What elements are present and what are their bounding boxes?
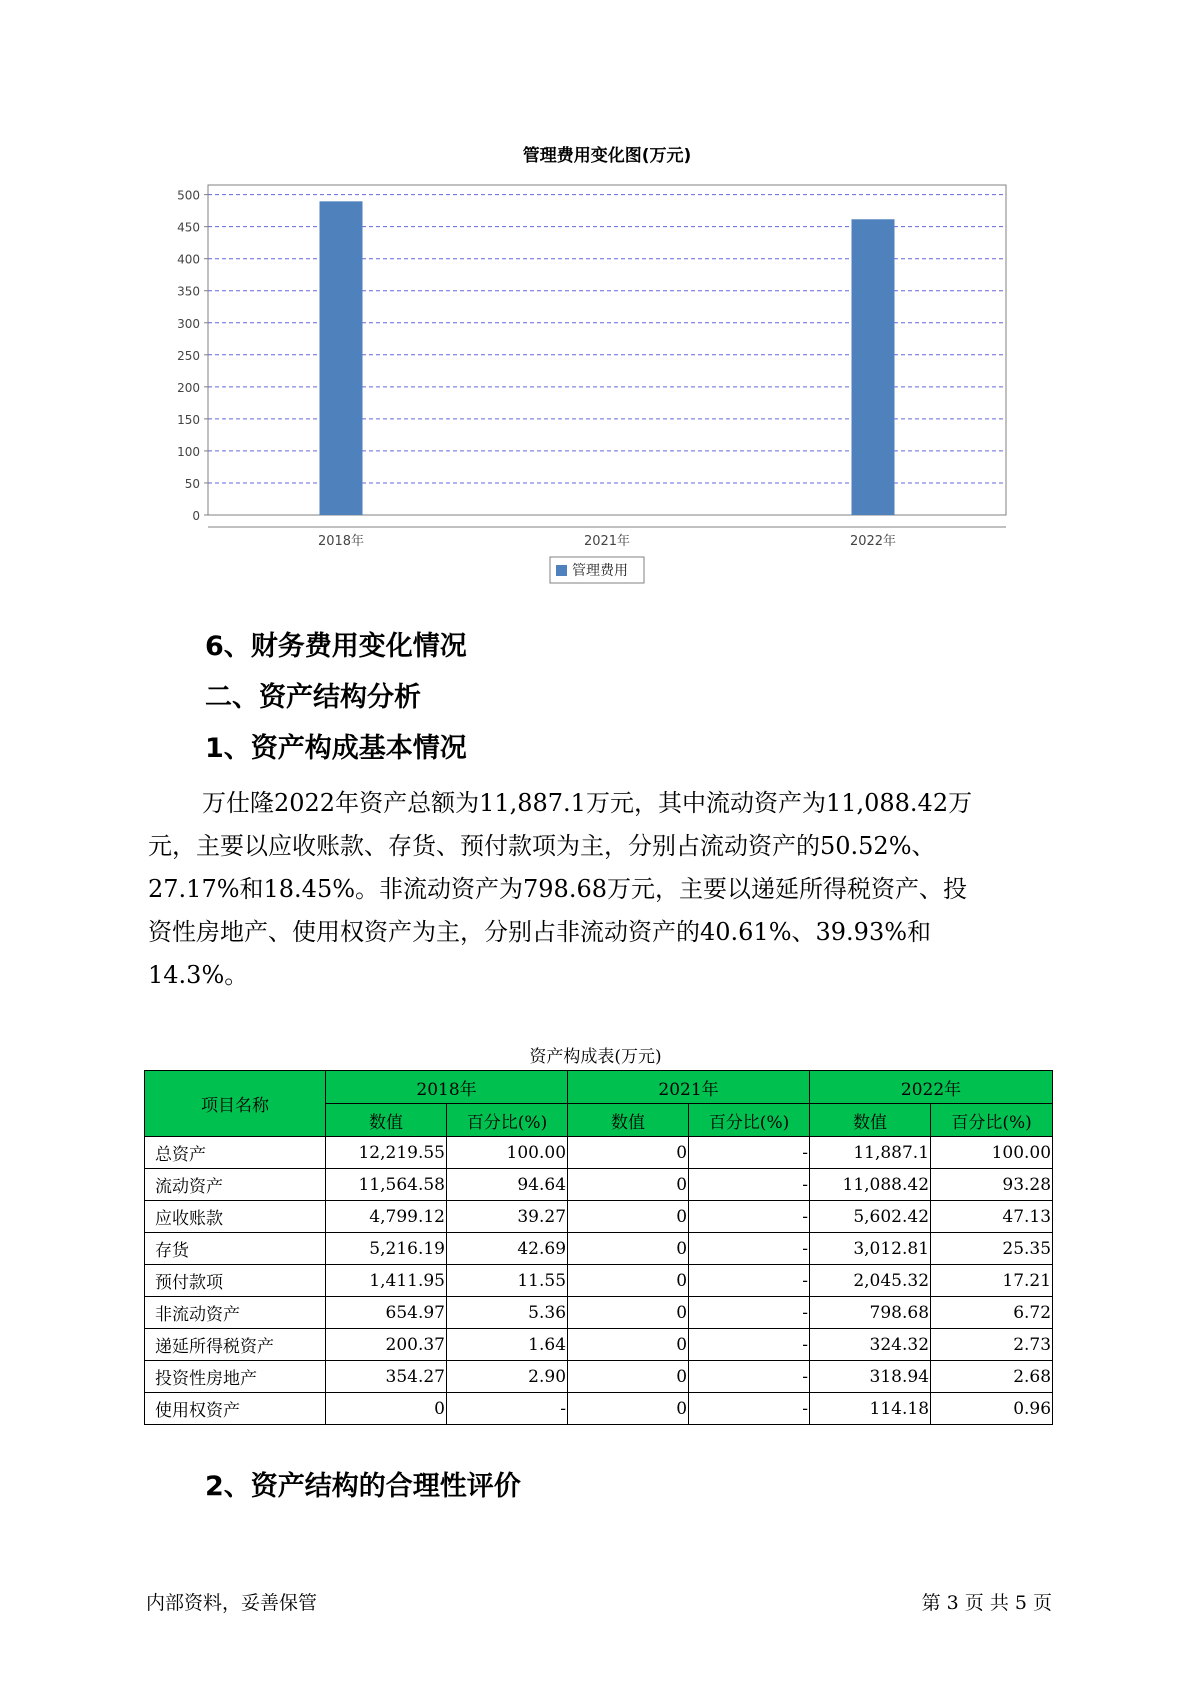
bar <box>320 201 363 515</box>
table-cell: 94.64 <box>447 1169 568 1201</box>
table-cell: 354.27 <box>326 1361 447 1393</box>
table-cell: - <box>689 1361 810 1393</box>
header-year: 2018年 <box>326 1071 568 1104</box>
row-name: 使用权资产 <box>145 1393 326 1425</box>
table-cell: 1,411.95 <box>326 1265 447 1297</box>
y-tick-label: 150 <box>177 412 200 427</box>
table-row <box>145 1297 1053 1329</box>
table-cell: - <box>689 1297 810 1329</box>
y-tick-label: 100 <box>177 444 200 459</box>
y-tick-label: 400 <box>177 252 200 267</box>
table-cell: 654.97 <box>326 1297 447 1329</box>
table-cell: - <box>689 1201 810 1233</box>
table-cell: 0 <box>326 1393 447 1425</box>
y-tick-label: 300 <box>177 316 200 331</box>
header-value: 数值 <box>810 1104 931 1137</box>
row-name: 预付款项 <box>145 1265 326 1297</box>
chart-svg <box>0 0 1191 600</box>
heading-structure-evaluation: 2、资产结构的合理性评价 <box>205 1471 521 1502</box>
row-name: 存货 <box>145 1233 326 1265</box>
table-cell: 39.27 <box>447 1201 568 1233</box>
table-row <box>145 1361 1053 1393</box>
table-cell: 0.96 <box>931 1393 1053 1425</box>
footer-confidential: 内部资料，妥善保管 <box>146 1592 318 1614</box>
table-cell: 0 <box>568 1169 689 1201</box>
table-cell: - <box>689 1169 810 1201</box>
y-tick-label: 50 <box>184 476 200 491</box>
paragraph-line: 万仕隆2022年资产总额为11,887.1万元，其中流动资产为11,088.42万 <box>202 789 973 817</box>
table-cell: - <box>689 1393 810 1425</box>
header-item-name: 项目名称 <box>145 1071 326 1137</box>
table-cell: 2,045.32 <box>810 1265 931 1297</box>
row-name: 总资产 <box>145 1137 326 1169</box>
paragraph-line: 资性房地产、使用权资产为主，分别占非流动资产的40.61%、39.93%和 <box>148 918 932 946</box>
bar <box>852 219 895 515</box>
header-year: 2021年 <box>568 1071 810 1104</box>
table-cell: 0 <box>568 1393 689 1425</box>
heading-asset-structure: 二、资产结构分析 <box>205 682 421 713</box>
y-tick-label: 450 <box>177 220 200 235</box>
asset-composition-table <box>144 1070 1053 1425</box>
header-percent: 百分比(%) <box>689 1104 810 1137</box>
table-row <box>145 1265 1053 1297</box>
y-tick-label: 500 <box>177 188 200 203</box>
heading-financial-expense: 6、财务费用变化情况 <box>205 631 467 662</box>
row-name: 递延所得税资产 <box>145 1329 326 1361</box>
table-cell: 11.55 <box>447 1265 568 1297</box>
chart-title: 管理费用变化图(万元) <box>522 146 692 166</box>
row-name: 流动资产 <box>145 1169 326 1201</box>
header-value: 数值 <box>568 1104 689 1137</box>
table-cell: 3,012.81 <box>810 1233 931 1265</box>
table-cell: 47.13 <box>931 1201 1053 1233</box>
table-cell: 0 <box>568 1329 689 1361</box>
table-cell: 25.35 <box>931 1233 1053 1265</box>
table-cell: 42.69 <box>447 1233 568 1265</box>
header-percent: 百分比(%) <box>447 1104 568 1137</box>
x-tick-label: 2022年 <box>849 534 897 549</box>
table-cell: 17.21 <box>931 1265 1053 1297</box>
table-cell: 5,216.19 <box>326 1233 447 1265</box>
paragraph-line: 27.17%和18.45%。非流动资产为798.68万元，主要以递延所得税资产、投 <box>148 875 967 903</box>
table-cell: 0 <box>568 1137 689 1169</box>
management-expense-chart <box>0 0 1191 600</box>
footer-page-number: 第 3 页 共 5 页 <box>921 1592 1052 1614</box>
legend-swatch <box>556 565 567 576</box>
row-name: 投资性房地产 <box>145 1361 326 1393</box>
table-cell: 2.90 <box>447 1361 568 1393</box>
table-cell: - <box>447 1393 568 1425</box>
table-cell: - <box>689 1137 810 1169</box>
heading-asset-composition: 1、资产构成基本情况 <box>205 733 467 764</box>
table-cell: 11,887.1 <box>810 1137 931 1169</box>
table-row <box>145 1201 1053 1233</box>
y-tick-label: 200 <box>177 380 200 395</box>
table-cell: 200.37 <box>326 1329 447 1361</box>
y-tick-label: 250 <box>177 348 200 363</box>
table-cell: 114.18 <box>810 1393 931 1425</box>
table-cell: 5.36 <box>447 1297 568 1329</box>
table-row <box>145 1329 1053 1361</box>
y-tick-label: 0 <box>192 509 200 523</box>
table-cell: - <box>689 1233 810 1265</box>
table-cell: - <box>689 1329 810 1361</box>
table-cell: 100.00 <box>447 1137 568 1169</box>
table-cell: 11,088.42 <box>810 1169 931 1201</box>
x-tick-label: 2021年 <box>583 534 631 549</box>
table-cell: 798.68 <box>810 1297 931 1329</box>
asset-summary-paragraph <box>148 782 1060 997</box>
table-row <box>145 1393 1053 1425</box>
table-cell: 93.28 <box>931 1169 1053 1201</box>
table-cell: 0 <box>568 1361 689 1393</box>
legend-label: 管理费用 <box>572 563 628 579</box>
table-row <box>145 1137 1053 1169</box>
table-cell: 11,564.58 <box>326 1169 447 1201</box>
y-tick-label: 350 <box>177 284 200 299</box>
row-name: 应收账款 <box>145 1201 326 1233</box>
table-cell: 12,219.55 <box>326 1137 447 1169</box>
paragraph-line: 元，主要以应收账款、存货、预付款项为主，分别占流动资产的50.52%、 <box>148 832 936 860</box>
table-cell: 100.00 <box>931 1137 1053 1169</box>
header-value: 数值 <box>326 1104 447 1137</box>
table-cell: 2.73 <box>931 1329 1053 1361</box>
table-cell: 1.64 <box>447 1329 568 1361</box>
table-cell: 0 <box>568 1297 689 1329</box>
table-cell: 2.68 <box>931 1361 1053 1393</box>
table-cell: 5,602.42 <box>810 1201 931 1233</box>
header-percent: 百分比(%) <box>931 1104 1053 1137</box>
table-cell: 0 <box>568 1233 689 1265</box>
header-year: 2022年 <box>810 1071 1053 1104</box>
x-tick-label: 2018年 <box>317 534 365 549</box>
row-name: 非流动资产 <box>145 1297 326 1329</box>
table-cell: 318.94 <box>810 1361 931 1393</box>
table-row <box>145 1233 1053 1265</box>
table-cell: - <box>689 1265 810 1297</box>
table-cell: 6.72 <box>931 1297 1053 1329</box>
table-row <box>145 1169 1053 1201</box>
table-title: 资产构成表(万元) <box>529 1047 662 1067</box>
table-cell: 0 <box>568 1265 689 1297</box>
table-cell: 324.32 <box>810 1329 931 1361</box>
table-cell: 0 <box>568 1201 689 1233</box>
paragraph-line: 14.3%。 <box>148 961 249 989</box>
table-cell: 4,799.12 <box>326 1201 447 1233</box>
